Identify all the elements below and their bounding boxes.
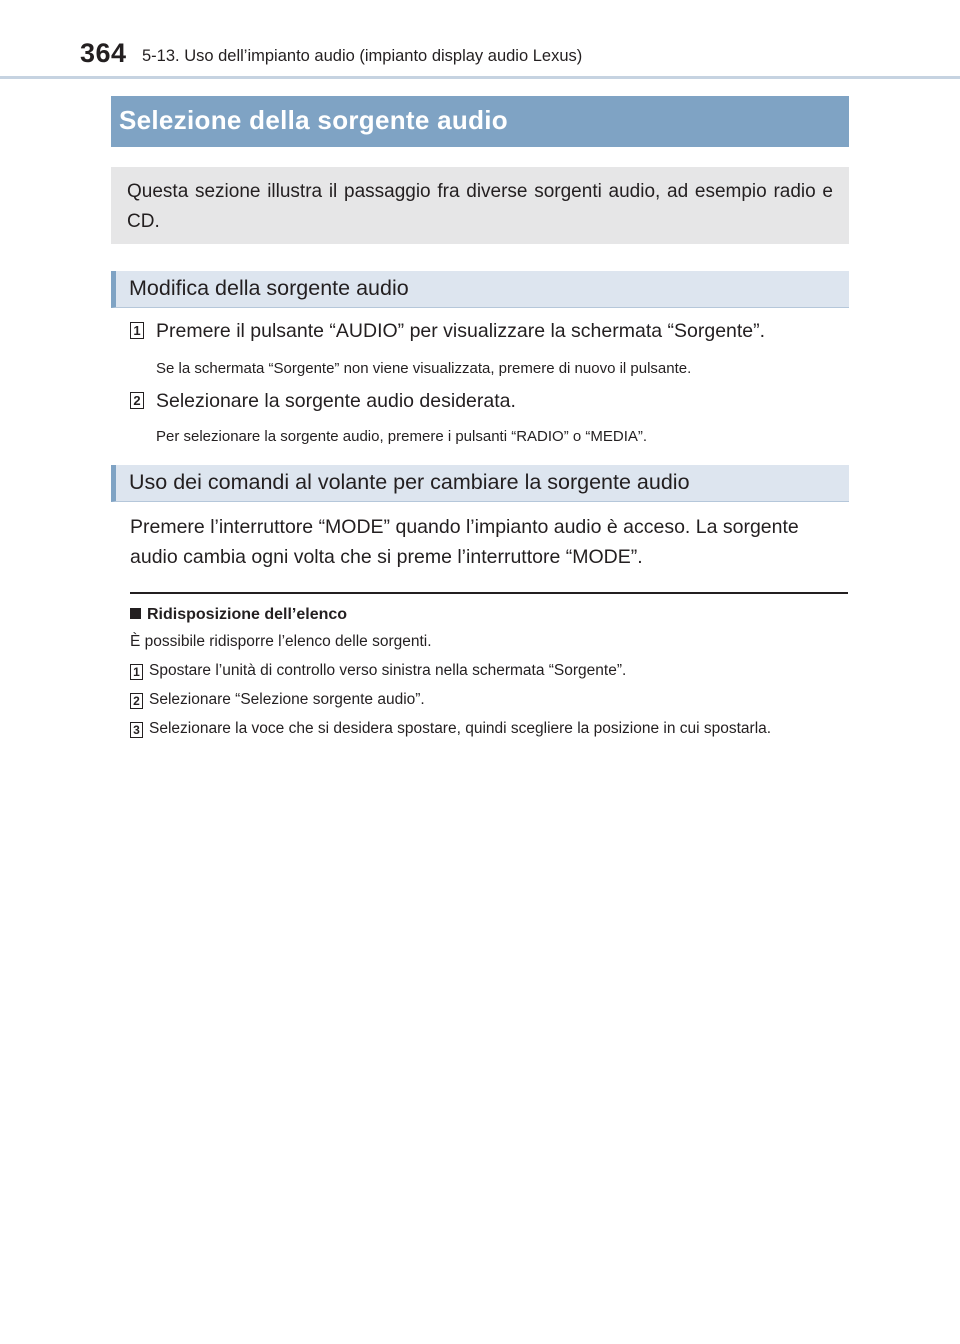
step-1-text: Premere il pulsante “AUDIO” per visualizzare la schermata “Sorgente”.	[156, 320, 766, 342]
note-heading	[130, 606, 347, 624]
subheading-modifica-label: Modifica della sorgente audio	[129, 276, 409, 300]
note-step-number-3: 3	[130, 722, 143, 738]
step-number-2: 2	[130, 392, 144, 409]
section-title-bar	[111, 96, 849, 147]
subheading-volante	[111, 465, 849, 502]
note-step-number-2: 2	[130, 693, 143, 709]
subheading-volante-label: Uso dei comandi al volante per cambiare la sorgente audio	[129, 470, 690, 494]
step-2-note: Per selezionare la sorgente audio, premere i pulsanti “RADIO” o “MEDIA”.	[156, 428, 648, 445]
subheading-modifica	[111, 271, 849, 308]
intro-box	[111, 167, 849, 244]
step-1-note: Se la schermata “Sorgente” non viene visualizzata, premere di nuovo il pulsante.	[156, 360, 692, 377]
volante-text: Premere l’interruttore “MODE” quando l’impianto audio è acceso. La sorgente audio cambia ogni volta che si preme l’interruttore “MODE”.	[130, 516, 799, 568]
square-bullet-icon	[130, 608, 141, 619]
note-step-3-text: Selezionare la voce che si desidera spostare, quindi scegliere la posizione in cui spostarla.	[149, 720, 772, 737]
page-header	[80, 38, 900, 78]
intro-text: Questa sezione illustra il passaggio fra diverse sorgenti audio, ad esempio radio e CD.	[127, 181, 833, 232]
chapter-title: 5-13. Uso dell’impianto audio (impianto display audio Lexus)	[142, 47, 583, 65]
note-heading-label: Ridisposizione dell’elenco	[147, 606, 348, 623]
section-title: Selezione della sorgente audio	[119, 105, 508, 135]
page-number: 364	[80, 38, 127, 68]
divider	[130, 592, 848, 594]
header-rule	[0, 76, 960, 79]
step-number-1: 1	[130, 322, 144, 339]
note-step-1-text: Spostare l’unità di controllo verso sinistra nella schermata “Sorgente”.	[149, 662, 627, 679]
note-intro: È possibile ridisporre l’elenco delle sorgenti.	[130, 633, 432, 650]
step-2-text: Selezionare la sorgente audio desiderata.	[156, 390, 516, 412]
note-step-number-1: 1	[130, 664, 143, 680]
note-step-2-text: Selezionare “Selezione sorgente audio”.	[149, 691, 425, 708]
